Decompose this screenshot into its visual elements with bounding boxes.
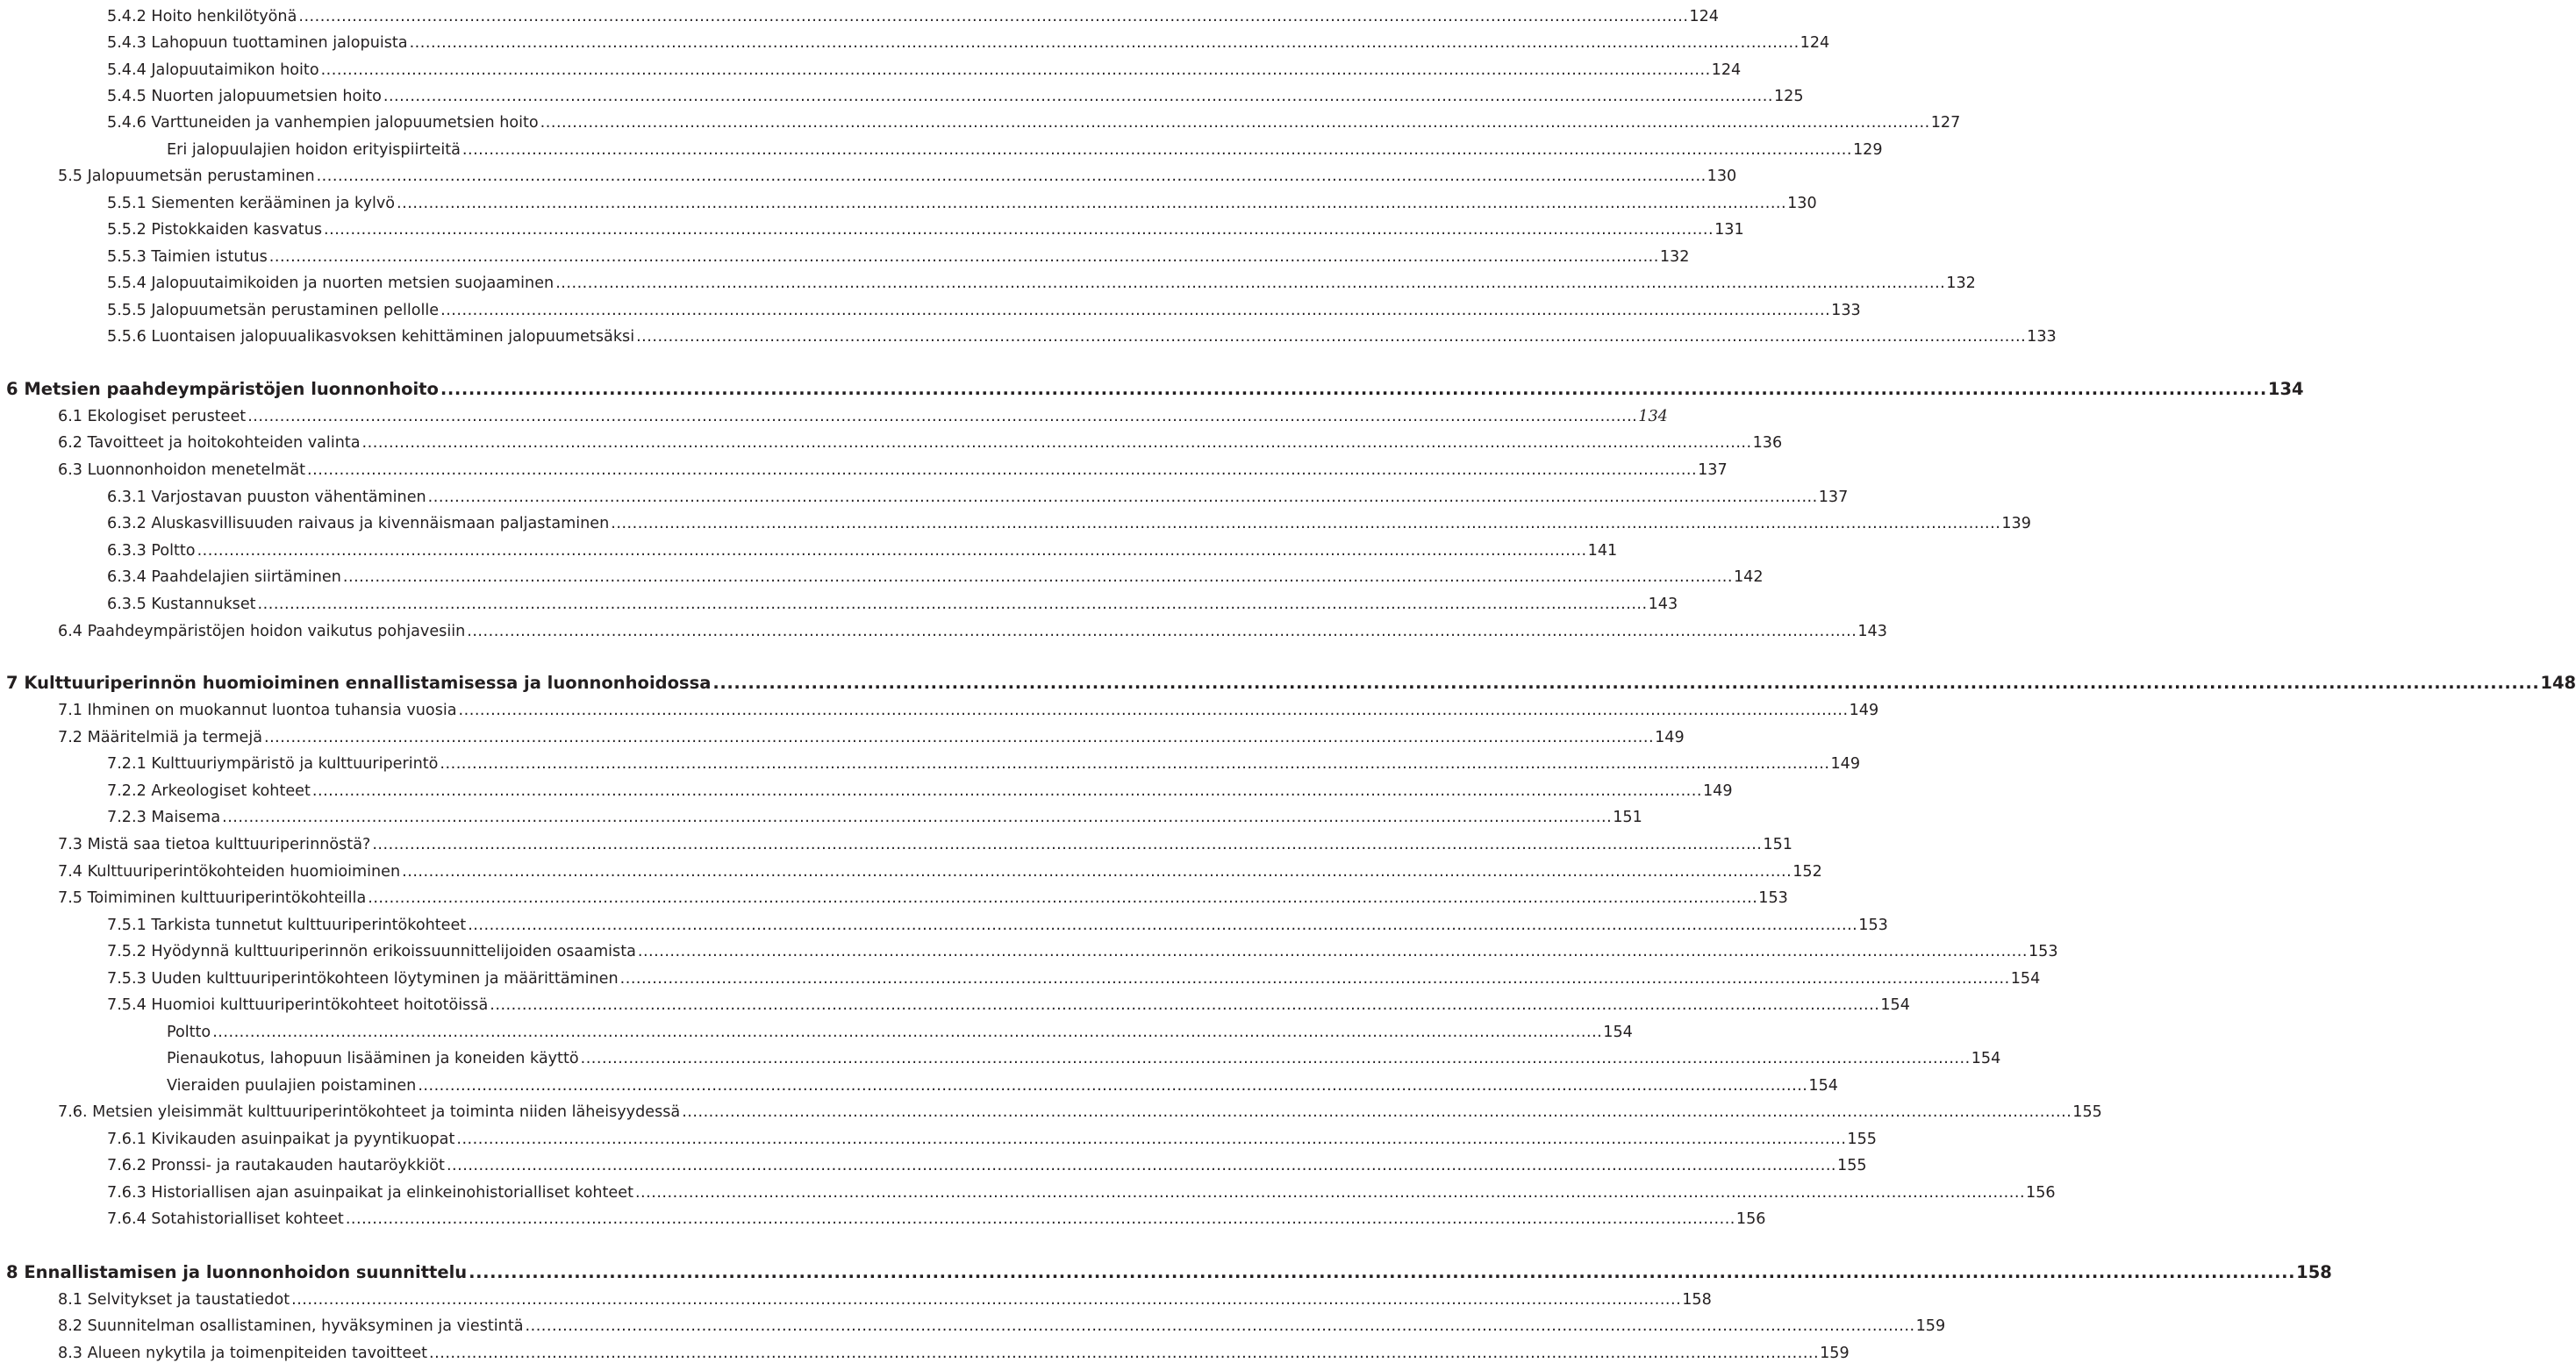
dot-leader: .................................................................................................................................................................................................................................................................... xyxy=(197,542,1587,560)
toc-entry-title: 5.4.2 Hoito henkilötyönä xyxy=(107,8,297,25)
toc-entry-title: 5.5.2 Pistokkaiden kasvatus xyxy=(107,221,323,239)
toc-page-number: 143 xyxy=(1648,596,1678,613)
toc-entry-title: 8 Ennallistamisen ja luonnonhoidon suunnittelu xyxy=(6,1262,468,1282)
toc-entry-title: 6.3.1 Varjostavan puuston vähentäminen xyxy=(107,489,426,506)
toc-entry-title: 6.1 Ekologiset perusteet xyxy=(58,408,247,425)
dot-leader: .................................................................................................................................................................................................................................................................... xyxy=(324,221,1714,239)
toc-entry xyxy=(58,400,1668,426)
toc-page-number: 154 xyxy=(1971,1050,2001,1067)
dot-leader: .................................................................................................................................................................................................................................................................... xyxy=(247,408,1638,425)
toc-entry xyxy=(107,320,2057,346)
toc-page-number: 151 xyxy=(1613,809,1642,826)
toc-entry-title: 7.2 Määritelmiä ja termejä xyxy=(58,729,262,746)
toc-entry xyxy=(107,54,1742,80)
toc-page-number: 130 xyxy=(1787,195,1817,212)
toc-entry-title: Poltto xyxy=(167,1024,211,1041)
dot-leader: .................................................................................................................................................................................................................................................................... xyxy=(490,996,1880,1014)
toc-page-number: 153 xyxy=(1758,889,1788,907)
dot-leader: .................................................................................................................................................................................................................................................................... xyxy=(580,1050,1971,1067)
dot-leader: .................................................................................................................................................................................................................................................................... xyxy=(469,1262,2296,1282)
toc-entry-title: 6.3.4 Paahdelajien siirtäminen xyxy=(107,568,341,586)
toc-entry xyxy=(107,909,1888,935)
toc-page-number: 136 xyxy=(1752,434,1783,452)
toc-entry-title: 7.2.3 Maisema xyxy=(107,809,221,826)
toc-page-number: 151 xyxy=(1763,836,1792,853)
dot-leader: .................................................................................................................................................................................................................................................................... xyxy=(429,1345,1820,1362)
toc-page-number: 134 xyxy=(2267,379,2304,399)
dot-leader: .................................................................................................................................................................................................................................................................... xyxy=(409,34,1800,52)
toc-chapter-entry xyxy=(6,1256,2332,1282)
toc-page-number: 152 xyxy=(1792,863,1822,881)
toc-page-number: 149 xyxy=(1702,782,1733,800)
toc-entry xyxy=(58,694,1879,720)
dot-leader: .................................................................................................................................................................................................................................................................... xyxy=(222,809,1613,826)
toc-entry-title: 6 Metsien paahdeympäristöjen luonnonhoito xyxy=(6,379,439,399)
toc-entry xyxy=(107,935,2058,961)
dot-leader: .................................................................................................................................................................................................................................................................... xyxy=(402,863,1792,881)
toc-entry xyxy=(107,26,1830,53)
toc-entry xyxy=(107,801,1642,827)
toc-page-number: 129 xyxy=(1852,141,1883,159)
toc-entry-title: 6.4 Paahdeympäristöjen hoidon vaikutus pohjavesiin xyxy=(58,623,466,640)
dot-leader: .................................................................................................................................................................................................................................................................... xyxy=(372,836,1763,853)
toc-entry xyxy=(107,0,1720,26)
dot-leader: .................................................................................................................................................................................................................................................................... xyxy=(427,489,1818,506)
toc-entry xyxy=(107,240,1690,267)
dot-leader: .................................................................................................................................................................................................................................................................... xyxy=(418,1077,1808,1095)
dot-leader: .................................................................................................................................................................................................................................................................... xyxy=(525,1317,1915,1335)
dot-leader: .................................................................................................................................................................................................................................................................... xyxy=(316,168,1707,185)
toc-entry xyxy=(107,747,1861,774)
dot-leader: .................................................................................................................................................................................................................................................................... xyxy=(264,729,1655,746)
toc-page-number: 155 xyxy=(2072,1103,2102,1121)
dot-leader: .................................................................................................................................................................................................................................................................... xyxy=(446,1157,1837,1174)
toc-entry-title: 5.5.6 Luontaisen jalopuualikasvoksen kehittäminen jalopuumetsäksi xyxy=(107,328,635,346)
toc-entry-title: 5.4.5 Nuorten jalopuumetsien hoito xyxy=(107,88,382,105)
toc-entry xyxy=(58,721,1685,747)
toc-entry xyxy=(107,988,1910,1015)
dot-leader: .................................................................................................................................................................................................................................................................... xyxy=(619,970,2010,988)
toc-entry-title: 5.5.4 Jalopuutaimikoiden ja nuorten metsien suojaaminen xyxy=(107,275,555,292)
toc-entry-title: 7.6.3 Historiallisen ajan asuinpaikat ja elinkeinohistorialliset kohteet xyxy=(107,1184,633,1202)
toc-entry xyxy=(167,133,1883,160)
toc-entry xyxy=(107,213,1744,239)
toc-entry-title: 7.2.1 Kulttuuriympäristö ja kulttuuriperintö xyxy=(107,755,439,773)
toc-entry-title: 7.6.4 Sotahistorialliset kohteet xyxy=(107,1210,344,1228)
toc-page-number: 142 xyxy=(1733,568,1764,586)
toc-page-number: 153 xyxy=(1858,917,1888,934)
dot-leader: .................................................................................................................................................................................................................................................................... xyxy=(368,889,1758,907)
dot-leader: .................................................................................................................................................................................................................................................................... xyxy=(212,1024,1603,1041)
toc-chapter-entry xyxy=(6,373,2304,399)
toc-entry-title: 8.1 Selvitykset ja taustatiedot xyxy=(58,1291,290,1309)
toc-page-number: 148 xyxy=(2540,673,2576,693)
dot-leader: .................................................................................................................................................................................................................................................................... xyxy=(634,1184,2026,1202)
toc-entry-title: 5.5.1 Siementen kerääminen ja kylvö xyxy=(107,195,396,212)
toc-entry-title: 7.6. Metsien yleisimmät kulttuuriperintökohteet ja toiminta niiden läheisyydessä xyxy=(58,1103,681,1121)
toc-entry-title: Eri jalopuulajien hoidon erityispiirteitä xyxy=(167,141,461,159)
toc-entry-title: 7.5.3 Uuden kulttuuriperintökohteen löytyminen ja määrittäminen xyxy=(107,970,619,988)
dot-leader: .................................................................................................................................................................................................................................................................... xyxy=(268,248,1659,266)
toc-entry-title: 7 Kulttuuriperinnön huomioiminen ennallistamisessa ja luonnonhoidossa xyxy=(6,673,712,693)
dot-leader: .................................................................................................................................................................................................................................................................... xyxy=(320,61,1711,79)
toc-entry xyxy=(107,187,1817,213)
toc-page-number: 154 xyxy=(2010,970,2041,988)
toc-entry-title: 7.6.1 Kivikauden asuinpaikat ja pyyntikuopat xyxy=(107,1131,455,1148)
toc-entry-title: 5.4.6 Varttuneiden ja vanhempien jalopuumetsien hoito xyxy=(107,114,539,132)
toc-entry-title: 5.4.4 Jalopuutaimikon hoito xyxy=(107,61,319,79)
toc-entry xyxy=(58,1337,1850,1363)
dot-leader: .................................................................................................................................................................................................................................................................... xyxy=(555,275,1946,292)
toc-entry-title: 7.1 Ihminen on muokannut luontoa tuhansia vuosia xyxy=(58,702,457,719)
toc-entry xyxy=(58,855,1822,881)
toc-page-number: 158 xyxy=(2296,1262,2332,1282)
toc-entry xyxy=(107,80,1804,106)
toc-entry xyxy=(107,962,2041,988)
toc-entry xyxy=(58,615,1887,641)
dot-leader: .................................................................................................................................................................................................................................................................... xyxy=(345,1210,1735,1228)
toc-entry-title: 5.5 Jalopuumetsän perustaminen xyxy=(58,168,315,185)
toc-entry xyxy=(107,1202,1766,1229)
toc-page-number: 134 xyxy=(1638,408,1668,425)
dot-leader: .................................................................................................................................................................................................................................................................... xyxy=(342,568,1733,586)
toc-entry xyxy=(107,774,1733,801)
toc-entry xyxy=(107,106,1961,132)
dot-leader: .................................................................................................................................................................................................................................................................... xyxy=(611,515,2001,532)
toc-entry xyxy=(167,1042,2001,1068)
toc-entry xyxy=(58,1095,2102,1122)
toc-entry-title: 6.2 Tavoitteet ja hoitokohteiden valinta xyxy=(58,434,361,452)
dot-leader: .................................................................................................................................................................................................................................................................... xyxy=(682,1103,2072,1121)
toc-entry xyxy=(58,881,1788,908)
toc-page-number: 139 xyxy=(2001,515,2031,532)
toc-page-number: 143 xyxy=(1857,623,1887,640)
toc-entry xyxy=(107,507,2031,533)
dot-leader: .................................................................................................................................................................................................................................................................... xyxy=(636,328,2027,346)
toc-entry xyxy=(107,1149,1867,1175)
dot-leader: .................................................................................................................................................................................................................................................................... xyxy=(397,195,1787,212)
toc-entry xyxy=(107,1176,2056,1202)
toc-page-number: 125 xyxy=(1773,88,1804,105)
toc-entry-title: 5.5.5 Jalopuumetsän perustaminen pellolle xyxy=(107,302,440,319)
toc-page-number: 149 xyxy=(1830,755,1861,773)
toc-page-number: 155 xyxy=(1837,1157,1867,1174)
toc-entry-title: 8.3 Alueen nykytila ja toimenpiteiden tavoitteet xyxy=(58,1345,428,1362)
toc-chapter-entry xyxy=(6,667,2576,693)
dot-leader: .................................................................................................................................................................................................................................................................... xyxy=(440,302,1831,319)
toc-entry-title: 7.5.4 Huomioi kulttuuriperintökohteet hoitotöissä xyxy=(107,996,489,1014)
toc-entry xyxy=(58,426,1783,453)
toc-page-number: 153 xyxy=(2028,943,2058,960)
toc-entry xyxy=(167,1016,1633,1042)
toc-page-number: 124 xyxy=(1711,61,1742,79)
dot-leader: .................................................................................................................................................................................................................................................................... xyxy=(440,755,1830,773)
dot-leader: .................................................................................................................................................................................................................................................................... xyxy=(462,141,1852,159)
toc-entry xyxy=(107,588,1678,614)
toc-page-number: 130 xyxy=(1707,168,1737,185)
dot-leader: .................................................................................................................................................................................................................................................................... xyxy=(361,434,1752,452)
toc-page-number: 158 xyxy=(1682,1291,1712,1309)
toc-entry-title: 8.2 Suunnitelman osallistaminen, hyväksyminen ja viestintä xyxy=(58,1317,524,1335)
toc-entry xyxy=(167,1069,1838,1095)
toc-page-number: 133 xyxy=(2027,328,2057,346)
dot-leader: .................................................................................................................................................................................................................................................................... xyxy=(440,379,2267,399)
toc-entry xyxy=(107,1123,1878,1149)
dot-leader: .................................................................................................................................................................................................................................................................... xyxy=(307,461,1698,479)
toc-page-number: 154 xyxy=(1808,1077,1838,1095)
toc-page-number: 156 xyxy=(1735,1210,1766,1228)
toc-entry-title: 6.3.5 Kustannukset xyxy=(107,596,256,613)
toc-entry xyxy=(107,560,1764,587)
toc-page-number: 141 xyxy=(1587,542,1618,560)
toc-page-number: 137 xyxy=(1818,489,1849,506)
toc-page-number: 132 xyxy=(1659,248,1690,266)
toc-page-number: 159 xyxy=(1915,1317,1946,1335)
dot-leader: .................................................................................................................................................................................................................................................................... xyxy=(712,673,2540,693)
toc-entry-title: 7.5.2 Hyödynnä kulttuuriperinnön erikoissuunnittelijoiden osaamista xyxy=(107,943,636,960)
toc-page-number: 154 xyxy=(1603,1024,1633,1041)
toc-entry-title: 6.3.3 Poltto xyxy=(107,542,196,560)
toc-page-number: 137 xyxy=(1698,461,1728,479)
toc-entry-title: 6.3 Luonnonhoidon menetelmät xyxy=(58,461,306,479)
toc-page-number: 133 xyxy=(1831,302,1861,319)
toc-entry-title: Vieraiden puulajien poistaminen xyxy=(167,1077,417,1095)
toc-entry xyxy=(58,1309,1946,1336)
toc-entry xyxy=(107,267,1976,293)
toc-entry xyxy=(107,534,1618,560)
dot-leader: .................................................................................................................................................................................................................................................................... xyxy=(257,596,1648,613)
toc-entry-title: 7.2.2 Arkeologiset kohteet xyxy=(107,782,311,800)
dot-leader: .................................................................................................................................................................................................................................................................... xyxy=(298,8,1689,25)
toc-entry xyxy=(107,481,1849,507)
toc-page-number: 155 xyxy=(1847,1131,1878,1148)
toc-entry-title: 7.5.1 Tarkista tunnetut kulttuuriperintökohteet xyxy=(107,917,467,934)
dot-leader: .................................................................................................................................................................................................................................................................... xyxy=(540,114,1930,132)
toc-entry xyxy=(58,160,1737,186)
toc-entry xyxy=(58,453,1728,480)
toc-page-number: 124 xyxy=(1689,8,1720,25)
toc-entry-title: 7.5 Toimiminen kulttuuriperintökohteilla xyxy=(58,889,367,907)
toc-page-number: 159 xyxy=(1820,1345,1850,1362)
dot-leader: .................................................................................................................................................................................................................................................................... xyxy=(291,1291,1682,1309)
toc-entry-title: Pienaukotus, lahopuun lisääminen ja koneiden käyttö xyxy=(167,1050,579,1067)
toc-entry-title: 5.5.3 Taimien istutus xyxy=(107,248,268,266)
dot-leader: .................................................................................................................................................................................................................................................................... xyxy=(311,782,1702,800)
toc-page-number: 149 xyxy=(1655,729,1685,746)
toc-page-number: 156 xyxy=(2026,1184,2056,1202)
toc-entry-title: 7.6.2 Pronssi- ja rautakauden hautaröykkiöt xyxy=(107,1157,445,1174)
toc-entry-title: 7.4 Kulttuuriperintökohteiden huomioiminen xyxy=(58,863,401,881)
toc-entry xyxy=(58,828,1792,854)
toc-page-number: 127 xyxy=(1930,114,1961,132)
toc-page-number: 154 xyxy=(1880,996,1910,1014)
toc-entry xyxy=(58,1283,1712,1309)
toc-page-number: 149 xyxy=(1849,702,1879,719)
toc-entry xyxy=(107,294,1861,320)
dot-leader: .................................................................................................................................................................................................................................................................... xyxy=(637,943,2028,960)
dot-leader: .................................................................................................................................................................................................................................................................... xyxy=(468,917,1858,934)
dot-leader: .................................................................................................................................................................................................................................................................... xyxy=(467,623,1857,640)
dot-leader: .................................................................................................................................................................................................................................................................... xyxy=(458,702,1849,719)
toc-entry-title: 6.3.2 Aluskasvillisuuden raivaus ja kivennäismaan paljastaminen xyxy=(107,515,610,532)
toc-entry-title: 5.4.3 Lahopuun tuottaminen jalopuista xyxy=(107,34,408,52)
toc-page-number: 124 xyxy=(1800,34,1830,52)
dot-leader: .................................................................................................................................................................................................................................................................... xyxy=(383,88,1773,105)
toc-page-number: 132 xyxy=(1946,275,1976,292)
dot-leader: .................................................................................................................................................................................................................................................................... xyxy=(456,1131,1847,1148)
toc-entry-title: 7.3 Mistä saa tietoa kulttuuriperinnöstä? xyxy=(58,836,371,853)
toc-page-number: 131 xyxy=(1714,221,1744,239)
